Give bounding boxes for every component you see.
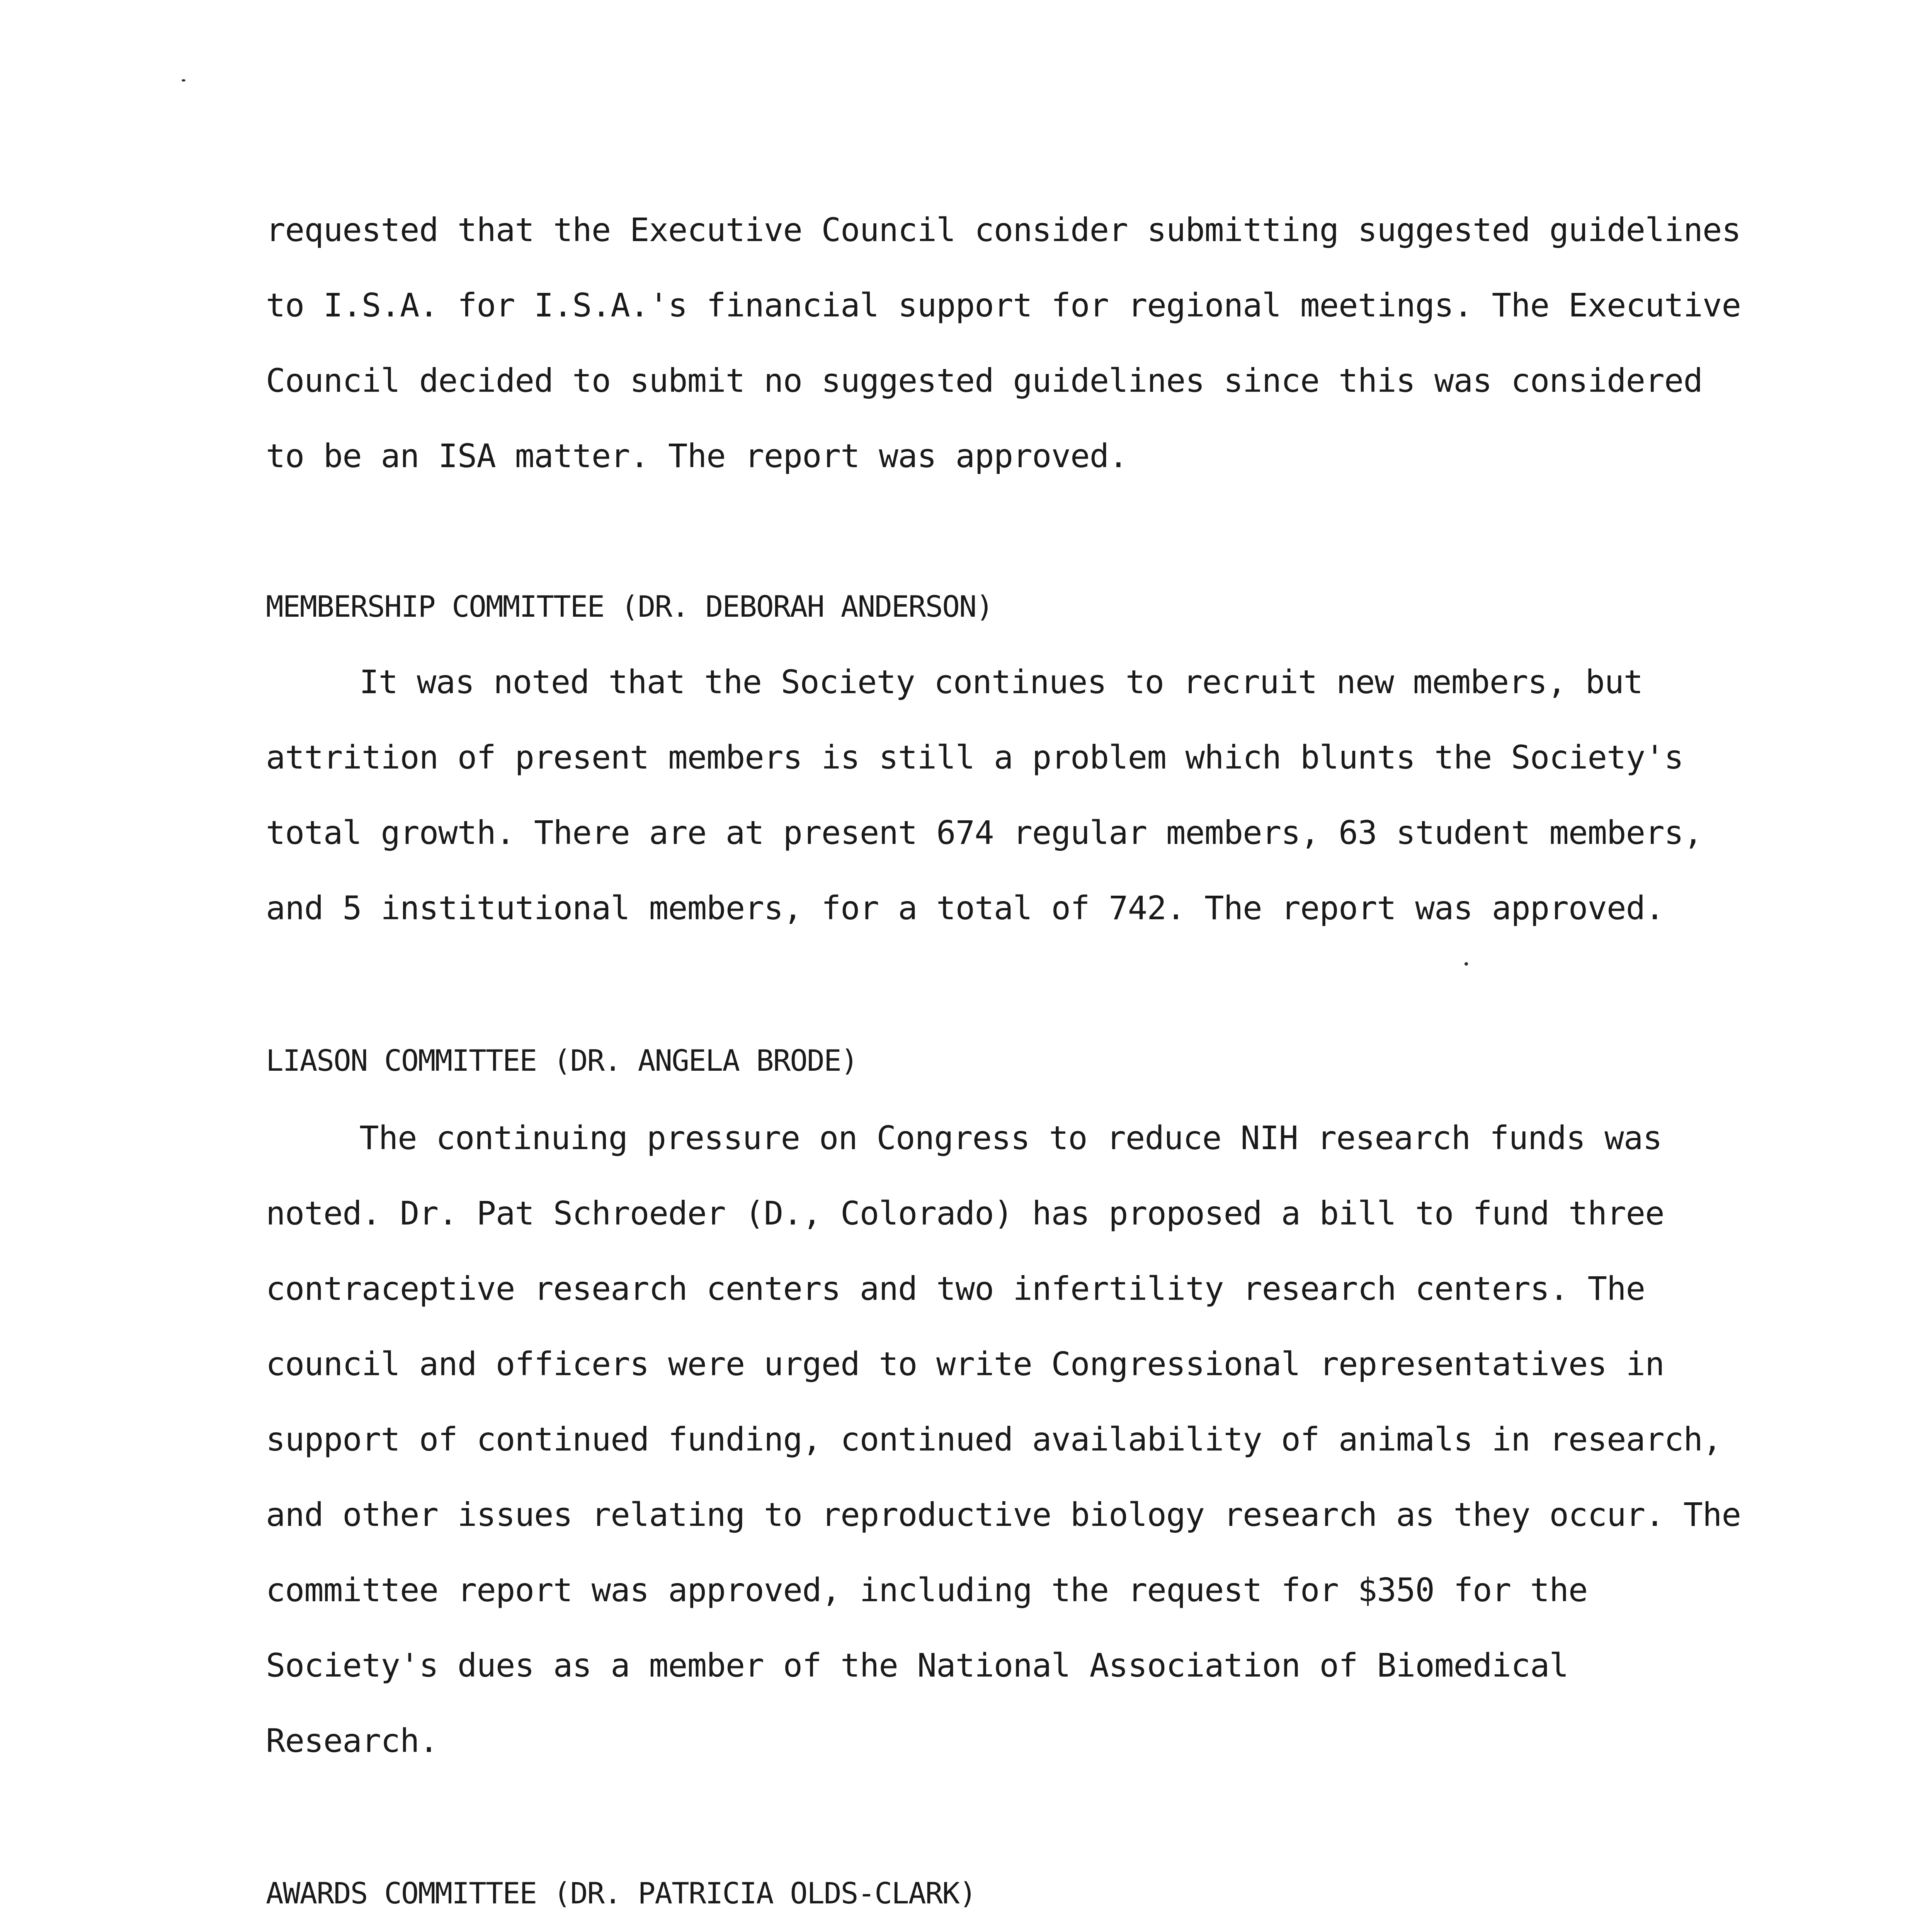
membership-committee-heading: MEMBERSHIP COMMITTEE (DR. DEBORAH ANDERSON) [266, 589, 993, 624]
paragraph-line: to I.S.A. for I.S.A.'s financial support for regional meetings. The Executive [266, 286, 1741, 324]
paragraph-line: contraceptive research centers and two infertility research centers. The [266, 1270, 1645, 1308]
paragraph-line: It was noted that the Society continues to recruit new members, but [359, 663, 1643, 701]
paragraph-line: attrition of present members is still a problem which blunts the Society's [266, 738, 1684, 776]
paragraph-line: requested that the Executive Council consider submitting suggested guidelines [266, 211, 1741, 249]
paragraph-line: Council decided to submit no suggested guidelines since this was considered [266, 362, 1703, 400]
paragraph-line: to be an ISA matter. The report was approved. [266, 437, 1128, 475]
paragraph-line: Research. [266, 1722, 439, 1760]
paragraph-line: support of continued funding, continued availability of animals in research, [266, 1420, 1722, 1458]
paragraph-line: and other issues relating to reproductive biology research as they occur. The [266, 1496, 1741, 1534]
paragraph-line: and 5 institutional members, for a total of 742. The report was approved. [266, 889, 1664, 927]
paragraph-line: council and officers were urged to write Congressional representatives in [266, 1345, 1664, 1383]
scan-speck [1465, 962, 1468, 966]
paragraph-line: Society's dues as a member of the National Association of Biomedical [266, 1646, 1568, 1684]
awards-committee-heading: AWARDS COMMITTEE (DR. PATRICIA OLDS-CLARK) [266, 1876, 976, 1910]
scan-speck [182, 79, 185, 82]
paragraph-line: The continuing pressure on Congress to reduce NIH research funds was [359, 1119, 1662, 1157]
liason-committee-heading: LIASON COMMITTEE (DR. ANGELA BRODE) [266, 1043, 858, 1078]
paragraph-line: noted. Dr. Pat Schroeder (D., Colorado) has proposed a bill to fund three [266, 1194, 1664, 1232]
paragraph-line: committee report was approved, including the request for $350 for the [266, 1571, 1588, 1609]
paragraph-line: total growth. There are at present 674 regular members, 63 student members, [266, 814, 1703, 852]
